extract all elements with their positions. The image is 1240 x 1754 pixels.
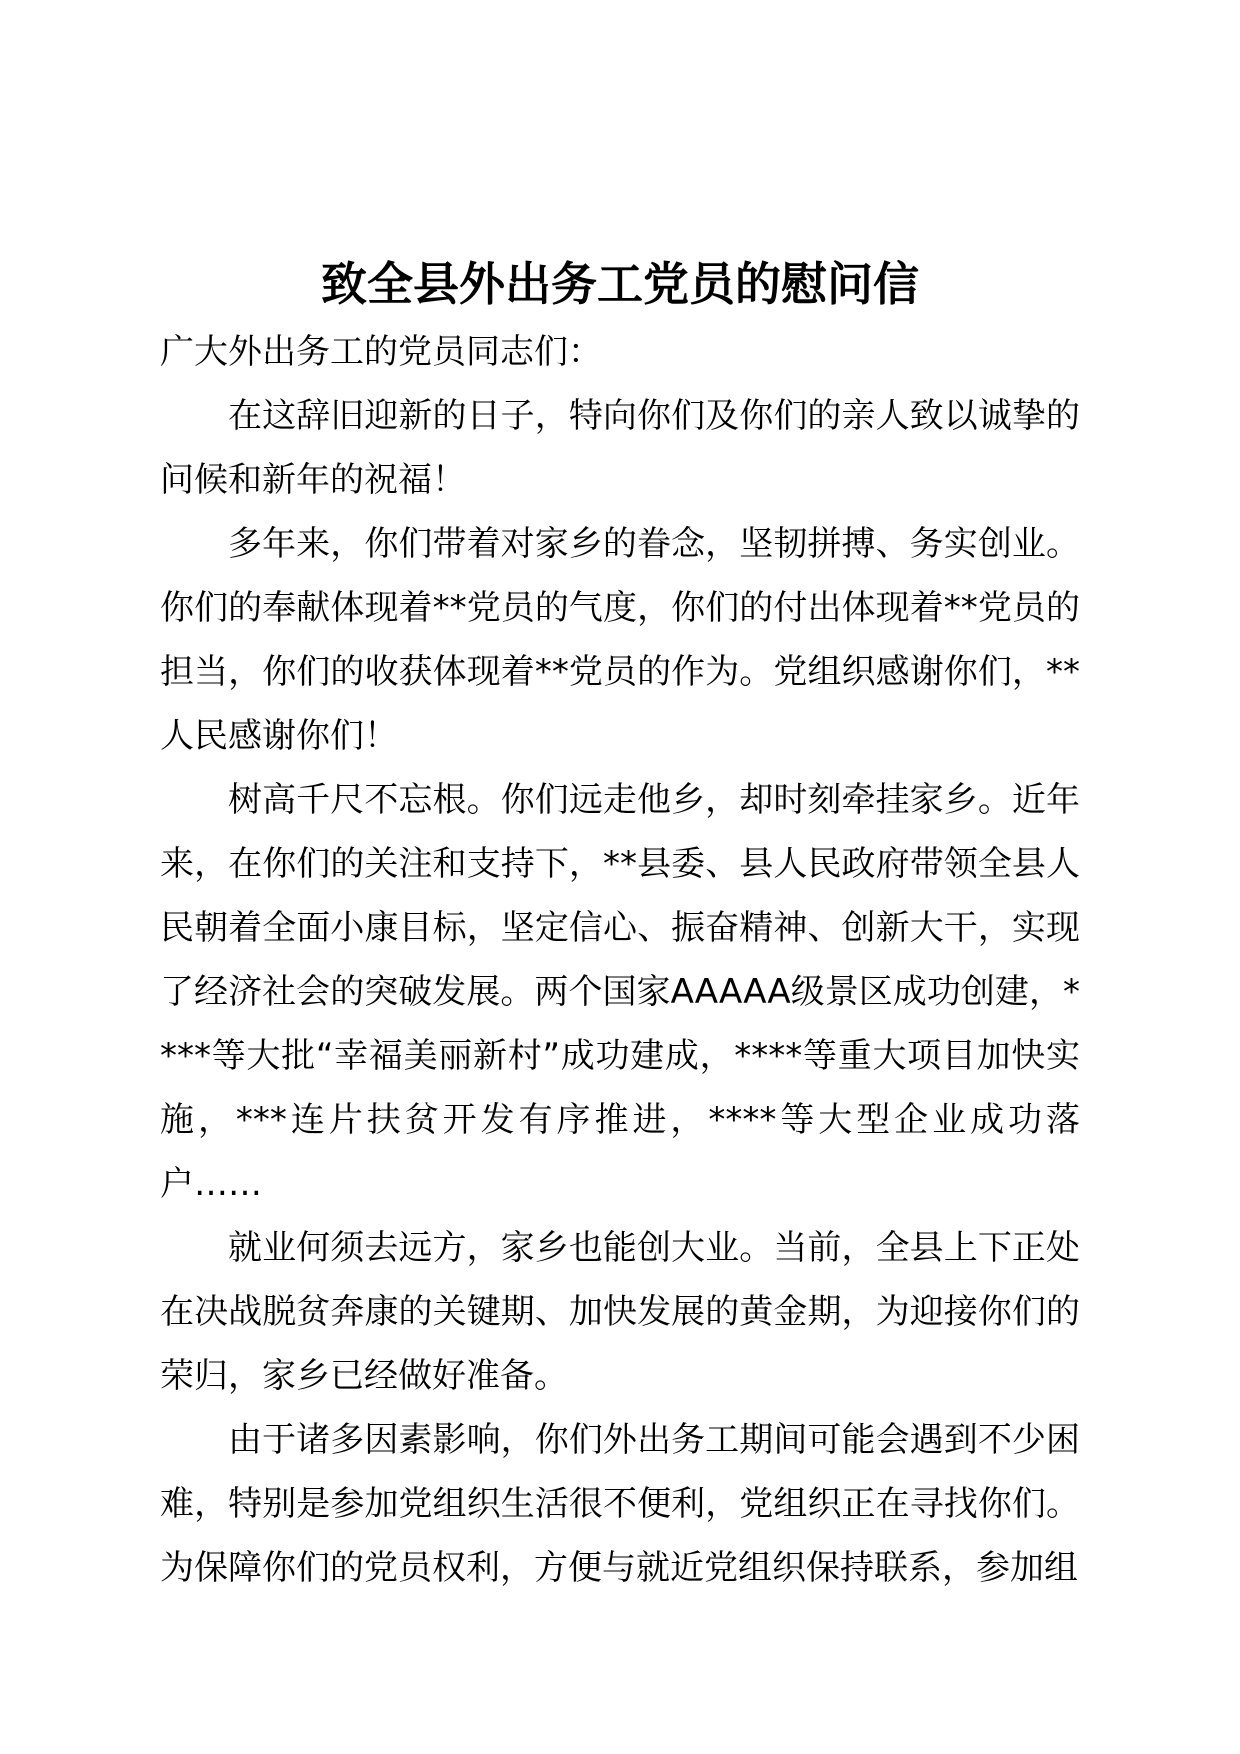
paragraph-employment: 就业何须去远方，家乡也能创大业。当前，全县上下正处在决战脱贫奔康的关键期、加快发展的黄金期，为迎接你们的荣归，家乡已经做好准备。: [160, 1228, 1080, 1396]
paragraph-gratitude: 多年来，你们带着对家乡的眷念，坚韧拼搏、务实创业。你们的奉献体现着**党员的气度，你们的付出体现着**党员的担当，你们的收获体现着**党员的作为。党组织感谢你们，**人民感谢你们！: [160, 524, 1080, 756]
letter-body: [160, 248, 1080, 1600]
paragraph-greeting: 在这辞旧迎新的日子，特向你们及你们的亲人致以诚挚的问候和新年的祝福！: [160, 396, 1080, 500]
page-title: 致全县外出务工党员的慰问信: [321, 257, 919, 311]
salutation: 广大外出务工的党员同志们：: [160, 332, 602, 372]
paragraph-party-organization: 由于诸多因素影响，你们外出务工期间可能会遇到不少困难，特别是参加党组织生活很不便利，党组织正在寻找你们。为保障你们的党员权利，方便与就近党组织保持联系，参加组: [160, 1420, 1080, 1588]
paragraph-hometown-development: 树高千尺不忘根。你们远走他乡，却时刻牵挂家乡。近年来，在你们的关注和支持下，**县委、县人民政府带领全县人民朝着全面小康目标，坚定信心、振奋精神、创新大干，实现了经济社会的突破发展。两个国家AAAAA级景区成功创建，****等大批“幸福美丽新村”成功建成，****等重大项目加快实施，***连片扶贫开发有序推进，****等大型企业成功落户……: [160, 780, 1080, 1204]
